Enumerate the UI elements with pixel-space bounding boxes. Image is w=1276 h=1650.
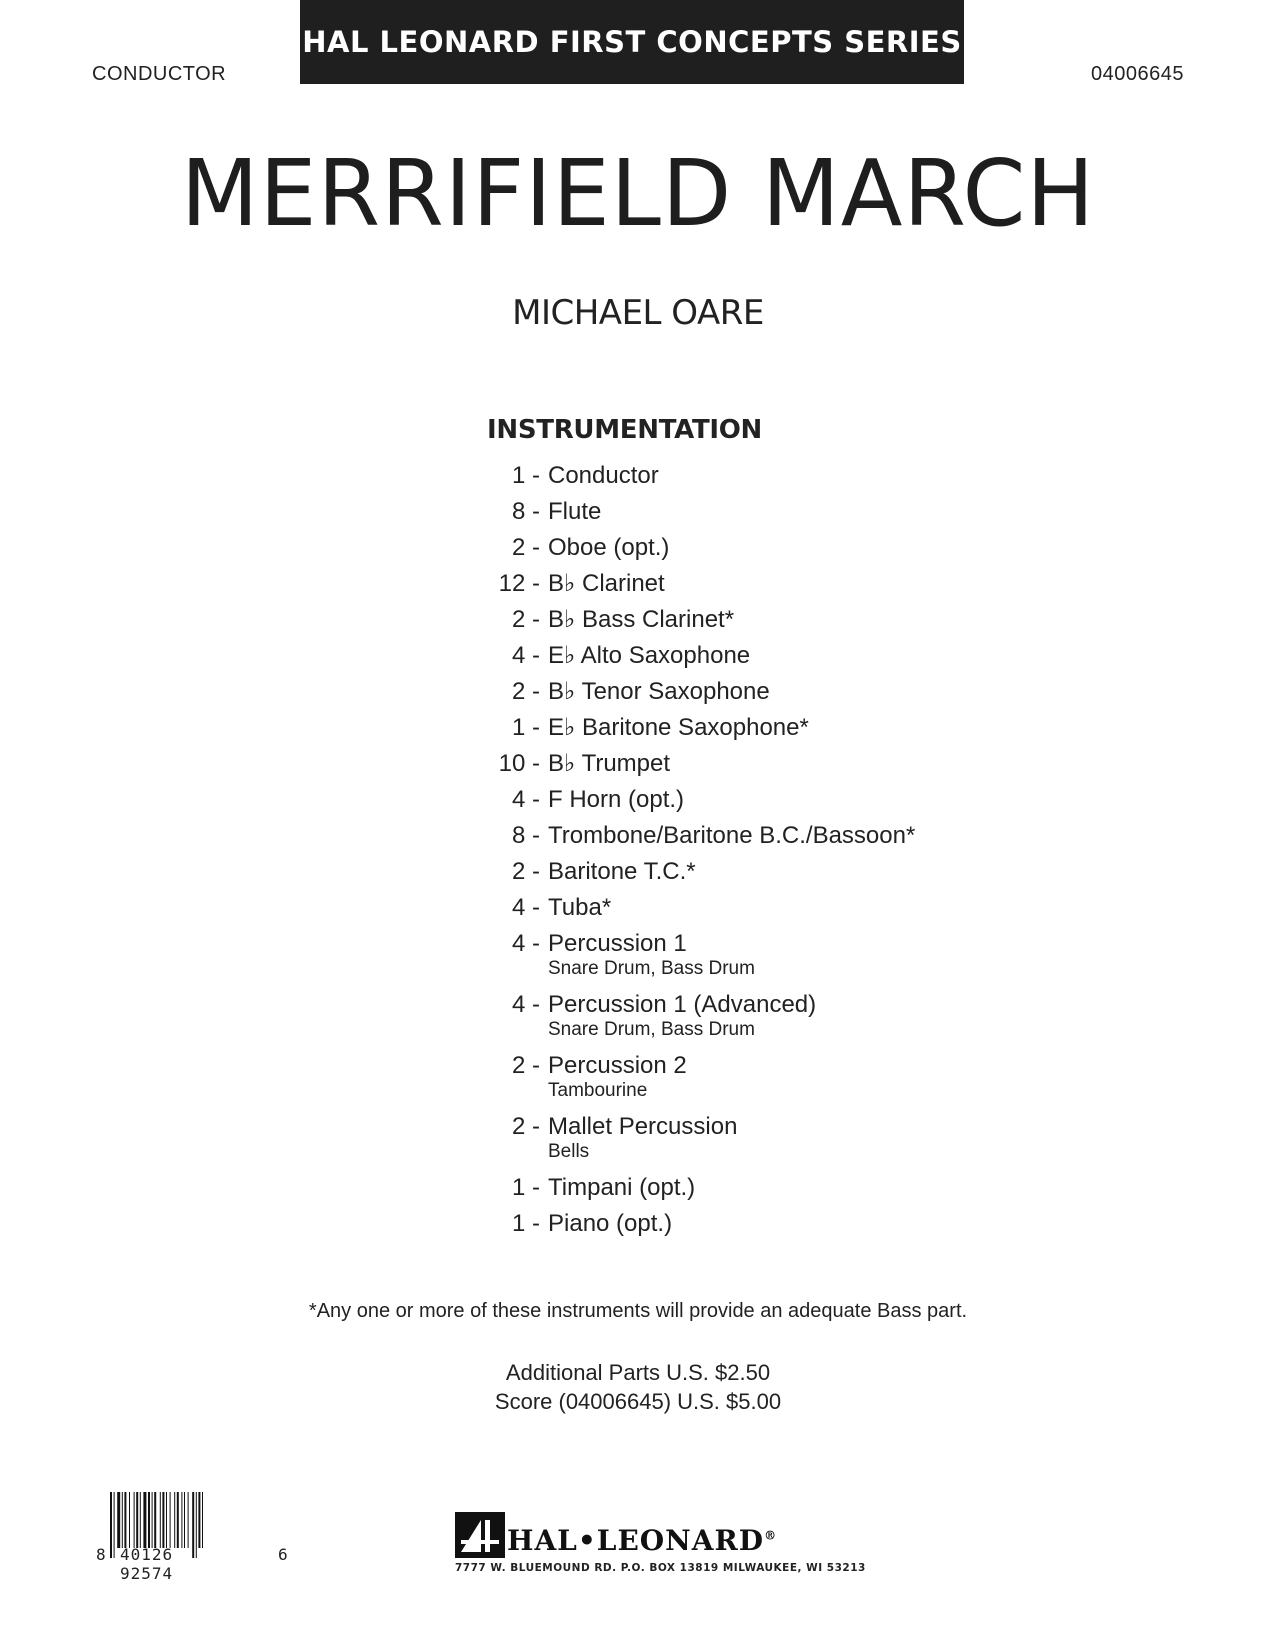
barcode-bar bbox=[181, 1492, 182, 1548]
instrument-row bbox=[470, 894, 1070, 930]
part-label: CONDUCTOR bbox=[92, 63, 227, 85]
instrument-quantity: 2 - bbox=[511, 858, 540, 885]
instrument-detail: Snare Drum, Bass Drum bbox=[548, 958, 755, 979]
instrument-detail: Snare Drum, Bass Drum bbox=[548, 1019, 755, 1040]
barcode-bar bbox=[198, 1492, 200, 1548]
barcode-first-digit: 8 bbox=[96, 1545, 106, 1564]
instrument-quantity: 2 - bbox=[511, 534, 540, 561]
instrument-quantity: 2 - bbox=[511, 1113, 540, 1140]
barcode-bar bbox=[122, 1492, 123, 1548]
instrument-name: Timpani (opt.) bbox=[548, 1174, 696, 1201]
instrument-quantity: 1 - bbox=[511, 1210, 540, 1237]
instrument-quantity: 10 - bbox=[498, 750, 540, 777]
instrument-name: B♭ Tenor Saxophone bbox=[548, 678, 770, 705]
bass-footnote: *Any one or more of these instruments will provide an adequate Bass part. bbox=[308, 1300, 968, 1322]
instrument-name: Percussion 1 (Advanced) bbox=[548, 991, 817, 1018]
barcode-bar bbox=[143, 1492, 146, 1548]
instrument-row bbox=[470, 606, 1070, 642]
barcode-bar bbox=[202, 1492, 203, 1548]
instrument-name: B♭ Bass Clarinet* bbox=[548, 606, 735, 633]
barcode-bar bbox=[140, 1492, 141, 1548]
barcode-bar bbox=[136, 1492, 138, 1548]
instrument-quantity: 4 - bbox=[511, 894, 540, 921]
instrument-quantity: 12 - bbox=[498, 570, 540, 597]
instrument-quantity: 2 - bbox=[511, 1052, 540, 1079]
instrument-quantity: 1 - bbox=[511, 714, 540, 741]
barcode-bar bbox=[174, 1492, 175, 1548]
instrument-name: Piano (opt.) bbox=[548, 1210, 673, 1237]
price-info bbox=[0, 1358, 1276, 1416]
instrument-quantity: 1 - bbox=[511, 462, 540, 489]
instrument-row bbox=[470, 1174, 1070, 1210]
barcode-middle-digits: 40126 92574 bbox=[120, 1545, 174, 1583]
barcode-bar bbox=[196, 1492, 197, 1558]
instrument-name: Conductor bbox=[548, 462, 659, 489]
instrument-quantity: 8 - bbox=[511, 822, 540, 849]
barcode-bar bbox=[170, 1492, 171, 1548]
instrument-row bbox=[470, 714, 1070, 750]
instrument-row bbox=[470, 930, 1070, 991]
barcode-bar bbox=[166, 1492, 167, 1548]
piece-title: MERRIFIELD MARCH bbox=[180, 140, 1096, 247]
instrument-row bbox=[470, 678, 1070, 714]
hal-leonard-emblem-icon bbox=[455, 1512, 505, 1558]
instrument-row bbox=[470, 462, 1070, 498]
instrument-name: F Horn (opt.) bbox=[548, 786, 685, 813]
barcode-bar bbox=[160, 1492, 161, 1548]
score-price: Score (04006645) U.S. $5.00 bbox=[494, 1389, 782, 1414]
barcode-bar bbox=[148, 1492, 150, 1548]
instrument-detail: Bells bbox=[548, 1141, 590, 1162]
publisher-address: 7777 W. BLUEMOUND RD. P.O. BOX 13819 MILWAUKEE, WI 53213 bbox=[455, 1562, 866, 1574]
instrument-name: Trombone/Baritone B.C./Bassoon* bbox=[548, 822, 916, 849]
instrument-name: B♭ Clarinet bbox=[548, 570, 665, 597]
barcode-bar bbox=[129, 1492, 130, 1548]
instrumentation-heading: INSTRUMENTATION bbox=[487, 415, 763, 445]
instrument-name: Baritone T.C.* bbox=[548, 858, 696, 885]
instrument-quantity: 4 - bbox=[511, 642, 540, 669]
barcode-bar bbox=[154, 1492, 156, 1548]
instrument-name: Percussion 1 bbox=[548, 930, 687, 957]
instrument-row bbox=[470, 1210, 1070, 1246]
composer-name: MICHAEL OARE bbox=[512, 293, 764, 333]
instrument-row bbox=[470, 1052, 1070, 1113]
barcode-bar bbox=[188, 1492, 189, 1548]
instrument-quantity: 2 - bbox=[511, 606, 540, 633]
instrument-name: Tuba* bbox=[548, 894, 612, 921]
instrumentation-list bbox=[470, 462, 1070, 1246]
barcode-bar bbox=[184, 1492, 185, 1548]
barcode-bar bbox=[117, 1492, 120, 1548]
instrument-row bbox=[470, 570, 1070, 606]
publisher-name: HAL•LEONARD® bbox=[507, 1524, 778, 1557]
barcode-bar bbox=[177, 1492, 179, 1548]
instrument-quantity: 8 - bbox=[511, 498, 540, 525]
barcode-bar bbox=[192, 1492, 194, 1558]
instrument-row bbox=[470, 822, 1070, 858]
instrument-name: Flute bbox=[548, 498, 602, 525]
instrument-row bbox=[470, 858, 1070, 894]
additional-parts-price: Additional Parts U.S. $2.50 bbox=[505, 1360, 771, 1385]
instrument-row bbox=[470, 786, 1070, 822]
instrument-name: Percussion 2 bbox=[548, 1052, 687, 1079]
instrument-name: E♭ Baritone Saxophone* bbox=[548, 714, 809, 741]
barcode-bar bbox=[134, 1492, 135, 1548]
instrument-row bbox=[470, 642, 1070, 678]
instrument-quantity: 1 - bbox=[511, 1174, 540, 1201]
instrument-quantity: 4 - bbox=[511, 991, 540, 1018]
instrument-quantity: 4 - bbox=[511, 930, 540, 957]
barcode-bar bbox=[152, 1492, 153, 1548]
instrument-row bbox=[470, 991, 1070, 1052]
catalog-number: 04006645 bbox=[1091, 63, 1184, 85]
barcode-bar bbox=[162, 1492, 164, 1548]
hal-leonard-logo bbox=[455, 1512, 815, 1568]
instrument-name: B♭ Trumpet bbox=[548, 750, 671, 777]
barcode-last-digit: 6 bbox=[278, 1545, 288, 1564]
instrument-name: Mallet Percussion bbox=[548, 1113, 738, 1140]
instrument-row bbox=[470, 1113, 1070, 1174]
instrument-row bbox=[470, 498, 1070, 534]
barcode-bar bbox=[114, 1492, 115, 1558]
barcode-bar bbox=[124, 1492, 126, 1548]
barcode-bar bbox=[110, 1492, 112, 1558]
instrument-quantity: 2 - bbox=[511, 678, 540, 705]
instrument-detail: Tambourine bbox=[548, 1080, 648, 1101]
instrument-row bbox=[470, 750, 1070, 786]
instrument-name: Oboe (opt.) bbox=[548, 534, 670, 561]
instrument-name: E♭ Alto Saxophone bbox=[548, 642, 751, 669]
series-banner: HAL LEONARD FIRST CONCEPTS SERIES bbox=[300, 0, 964, 84]
instrument-row bbox=[470, 534, 1070, 570]
instrument-quantity: 4 - bbox=[511, 786, 540, 813]
